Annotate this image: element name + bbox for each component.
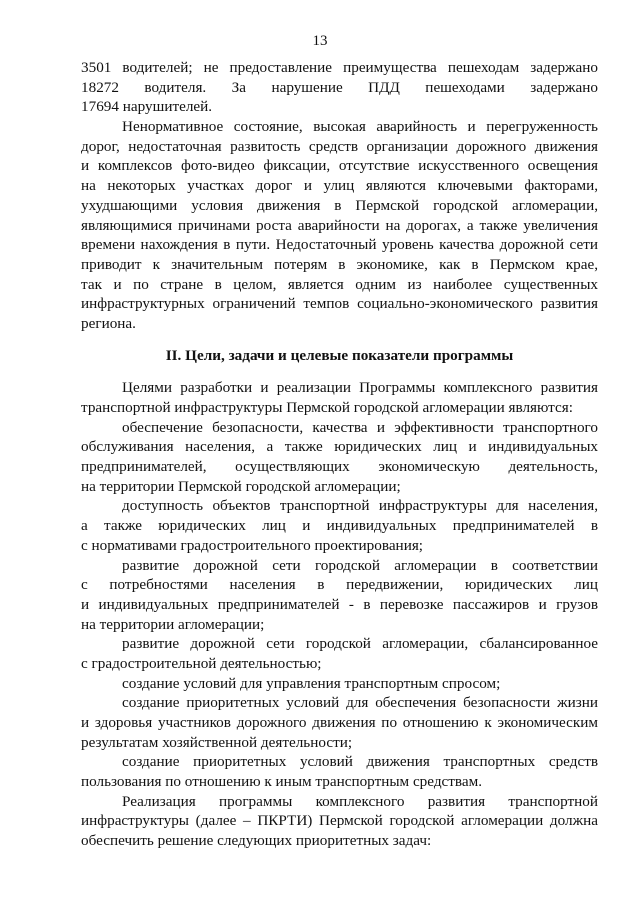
text-line: на некоторых участках дорог и улиц являются ключевыми факторами, (81, 177, 598, 195)
text-line: создание приоритетных условий движения транспортных средств (122, 753, 598, 771)
text-line: являющимися причинами роста аварийности на дорогах, а также увеличения (81, 216, 598, 234)
text-line: развитие дорожной сети городской агломерации в соответствии (122, 556, 598, 574)
text-line: инфраструктуры (далее – ПКРТИ) Пермской городской агломерации должна (81, 812, 598, 830)
text-line: доступность объектов транспортной инфраструктуры для населения, (122, 497, 598, 515)
text-line: ухудшающими условия движения в Пермской городской агломерации, (81, 196, 598, 214)
text-line: на территории агломерации; (81, 615, 265, 633)
text-line: так и по стране в целом, является одним из наиболее существенных (81, 275, 598, 293)
text-line: на территории Пермской городской агломерации; (81, 477, 401, 495)
text-line: приводит к значительным потерям в экономике, как в Пермском крае, (81, 255, 598, 273)
text-line: дорог, недостаточная развитость средств организации дорожного движения (81, 137, 598, 155)
text-line: и индивидуальных предпринимателей - в перевозке пассажиров и грузов (81, 595, 598, 613)
text-line: с нормативами градостроительного проектирования; (81, 536, 424, 554)
page-number: 13 (312, 33, 328, 49)
text-line: с градостроительной деятельностью; (81, 654, 322, 672)
text-line: времени нахождения в пути. Недостаточный уровень качества дорожной сети (81, 236, 598, 254)
text-line: создание условий для управления транспортным спросом; (122, 674, 501, 692)
text-line: обслуживания населения, а также юридических лиц и индивидуальных (81, 438, 598, 456)
text-line: результатам хозяйственной деятельности; (81, 733, 353, 751)
text-line: инфраструктурных ограничений темпов социально-экономического развития (81, 295, 598, 313)
text-line: создание приоритетных условий для обеспечения безопасности жизни (122, 694, 598, 712)
text-line: Реализация программы комплексного развития транспортной (122, 792, 598, 810)
text-line: и комплексов фото-видео фиксации, отсутствие искусственного освещения (81, 157, 598, 175)
text-line: и здоровья участников дорожного движения по отношению к экономическим (81, 714, 598, 731)
text-line: транспортной инфраструктуры Пермской городской агломерации являются: (81, 399, 573, 416)
text-line: с потребностями населения в передвижении, юридических лиц (81, 576, 598, 594)
text-line: предпринимателей, осуществляющих экономическую деятельность, (81, 458, 598, 476)
document-body (81, 58, 598, 851)
text-line: 18272 водителя. За нарушение ПДД пешеходами задержано (81, 78, 598, 96)
text-line: обеспечение безопасности, качества и эффективности транспортного (122, 418, 598, 436)
section-heading: II. Цели, задачи и целевые показатели программы (165, 346, 514, 364)
text-line: Ненормативное состояние, высокая аварийность и перегруженность (122, 118, 598, 136)
text-line: региона. (81, 314, 136, 332)
text-line: обеспечить решение следующих приоритетных задач: (81, 832, 432, 850)
text-line: 17694 нарушителей. (81, 98, 213, 116)
text-line: развитие дорожной сети городской агломерации, сбалансированное (122, 635, 598, 653)
text-line: Целями разработки и реализации Программы комплексного развития (122, 379, 598, 397)
text-line: а также юридических лиц и индивидуальных предпринимателей в (81, 517, 598, 535)
text-line: 3501 водителей; не предоставление преимущества пешеходам задержано (81, 59, 598, 76)
text-line: пользования по отношению к иным транспортным средствам. (81, 773, 483, 791)
